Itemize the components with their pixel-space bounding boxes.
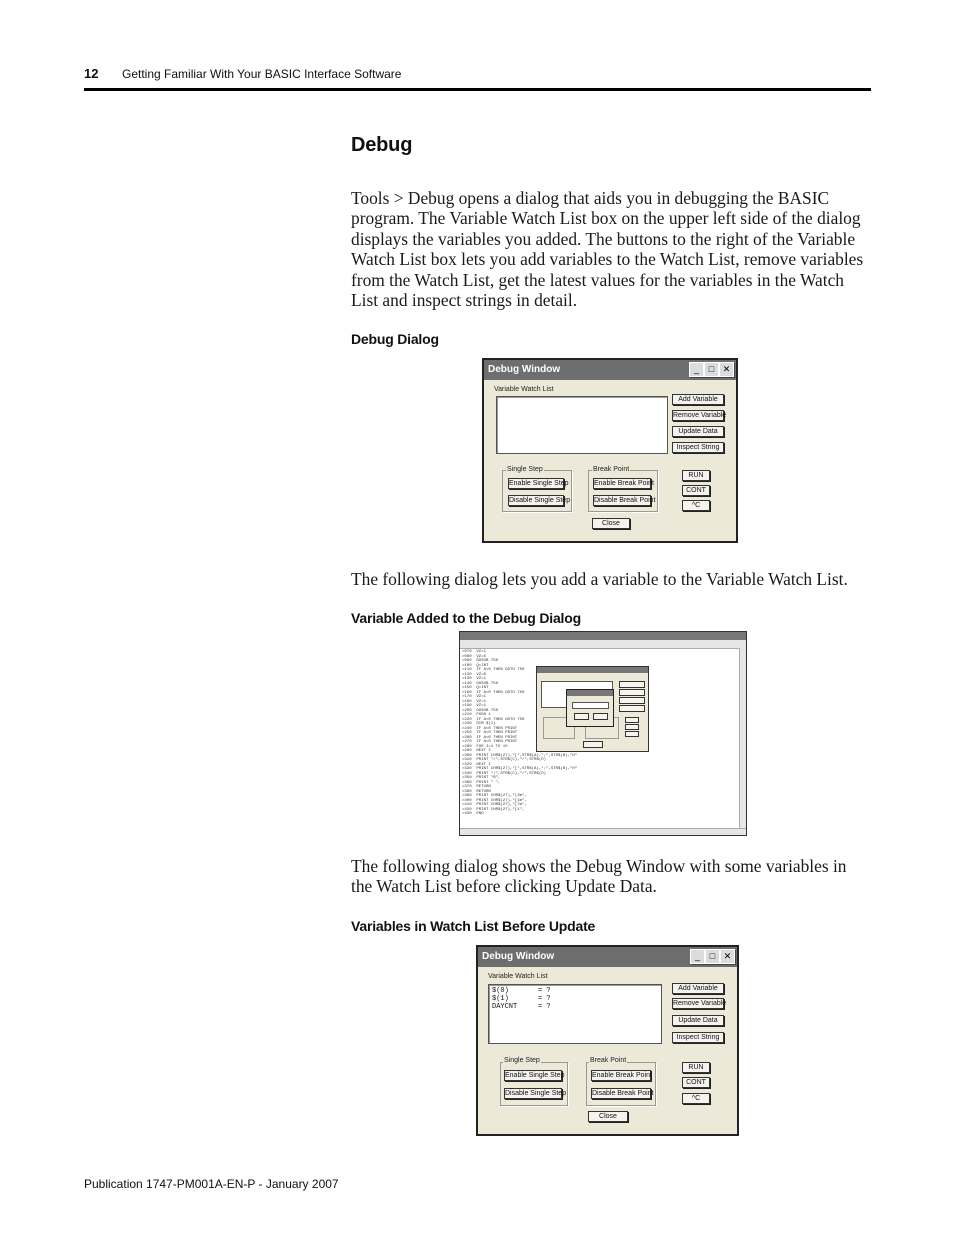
mini-ctrlc-button[interactable]	[625, 731, 639, 737]
watch-item-value: = ?	[538, 1003, 551, 1011]
disable-break-point-button[interactable]: Disable Break Point	[594, 497, 656, 504]
page-number: 12	[84, 66, 99, 81]
watch-list-box[interactable]	[496, 396, 668, 454]
watch-item-name: $(1)	[492, 995, 509, 1003]
watch-list-box[interactable]	[488, 984, 662, 1044]
break-point-group-title: Break Point	[593, 466, 630, 473]
debug-window-figure-3	[476, 945, 739, 1136]
watch-list-label: Variable Watch List	[494, 386, 554, 393]
single-step-group	[500, 1062, 568, 1106]
enable-break-point-button[interactable]: Enable Break Point	[592, 1072, 652, 1079]
close-icon[interactable]: ✕	[719, 362, 734, 377]
code-listing: >070 VZ=1 >080 VZ=5 >090 GOSUB 750 >100 Q=INT >110 IF A<0 THEN GOTO 750 >120 VZ=0 >130 VZ=1 >140 GOSUB 750 >150 Q=INT >160 IF A<0 THEN GOTO 750 >170 VZ=1 >180 VZ=1 >190 VZ=1 >200 GOSUB 750 >210 PUSH 1 >220 IF A<0 THEN GOTO 750 >230 DIM $(1) >240 IF A<0 THEN PRINT >250 IF A<0 THEN PRINT >260 IF A<0 THEN PRINT >270 IF A<0 THEN PRINT >280 FOR I=1 TO 15 >290 NEXT I >300 PRINT CHR$(27),"[",STR$(A),";",STR$(B),"H" >310 PRINT "/",STR$(C),"/",STR$(D) >320 NEXT I >330 PRINT CHR$(27),"[",STR$(A),";",STR$(B),"H" >340 PRINT "/",STR$(C),"/",STR$(D) >350 PRINT "B", >360 PRINT " ", >370 RETURN >380 RETURN >390 PRINT CHR$(27),"[2m", >400 PRINT CHR$(27),"[1m", >410 PRINT CHR$(27),"[7m", >420 PRINT CHR$(27),"[1", >430 END	[462, 650, 578, 816]
add-variable-button[interactable]: Add Variable	[672, 394, 724, 405]
single-step-group-title: Single Step	[507, 466, 543, 473]
window-title: Debug Window	[484, 360, 736, 380]
figure-caption-before-update: Variables in Watch List Before Update	[351, 918, 596, 934]
editor-vertical-scrollbar[interactable]	[739, 648, 746, 829]
publication-footer: Publication 1747-PM001A-EN-P - January 2007	[84, 1177, 339, 1191]
close-icon[interactable]: ✕	[720, 949, 735, 964]
ctrl-c-button[interactable]: ^C	[682, 500, 710, 511]
add-variable-dialog-title	[567, 690, 613, 696]
remove-variable-button[interactable]: Remove Variable	[673, 412, 727, 419]
intro-paragraph: Tools > Debug opens a dialog that aids you in debugging the BASIC program. The Variable Watch List box on the upper left side of the dialog displays the variables you added. The buttons to the right of the Variable Watch List box lets you add variables to the Watch List, remove variables from the Watch List, get the latest values for the variables in the Watch List and inspect strings in detail.	[351, 188, 864, 311]
maximize-icon[interactable]: □	[704, 362, 719, 377]
remove-variable-button[interactable]: Remove Variable	[673, 1000, 727, 1007]
break-point-group-title: Break Point	[590, 1057, 627, 1064]
disable-break-point-button[interactable]: Disable Break Point	[592, 1090, 654, 1097]
watch-item[interactable]	[492, 1003, 551, 1011]
editor-screenshot	[459, 631, 747, 836]
add-variable-button[interactable]: Add Variable	[672, 983, 724, 994]
add-variable-input[interactable]	[572, 702, 609, 709]
paragraph-before-update: The following dialog shows the Debug Window with some variables in the Watch List before clicking Update Data.	[351, 856, 847, 897]
break-point-group	[586, 1062, 656, 1106]
mini-debug-title	[537, 667, 648, 673]
run-button[interactable]: RUN	[682, 1062, 710, 1073]
watch-item-value: = ?	[538, 987, 551, 995]
mini-button-update[interactable]	[619, 697, 645, 704]
running-header-title: Getting Familiar With Your BASIC Interface Software	[122, 67, 402, 81]
window-title: Debug Window	[478, 947, 737, 967]
cont-button[interactable]: CONT	[682, 1077, 710, 1088]
update-data-button[interactable]: Update Data	[672, 426, 724, 437]
ctrl-c-button[interactable]: ^C	[682, 1093, 710, 1104]
update-data-button[interactable]: Update Data	[672, 1015, 724, 1026]
editor-status-bar	[460, 828, 746, 835]
add-variable-cancel-button[interactable]	[593, 713, 608, 720]
add-variable-dialog	[566, 689, 614, 727]
add-variable-ok-button[interactable]	[574, 713, 589, 720]
watch-list-label: Variable Watch List	[488, 973, 548, 980]
watch-item[interactable]	[492, 987, 551, 995]
run-button[interactable]: RUN	[682, 470, 710, 481]
watch-item-value: = ?	[538, 995, 551, 1003]
mini-close-button[interactable]	[583, 741, 603, 748]
mini-button-remove[interactable]	[619, 689, 645, 696]
mini-cont-button[interactable]	[625, 724, 639, 730]
minimize-icon[interactable]: _	[690, 949, 705, 964]
mini-button-inspect[interactable]	[619, 705, 645, 712]
watch-item-name: DAYCNT	[492, 1003, 518, 1011]
watch-item[interactable]	[492, 995, 551, 1003]
editor-title-bar	[460, 632, 746, 640]
watch-item-name: $(0)	[492, 987, 509, 995]
single-step-group-title: Single Step	[504, 1057, 540, 1064]
enable-single-step-button[interactable]: Enable Single Step	[509, 480, 569, 487]
inspect-string-button[interactable]: Inspect String	[672, 1032, 724, 1043]
close-button[interactable]: Close	[592, 518, 630, 529]
header-rule	[84, 88, 871, 91]
disable-single-step-button[interactable]: Disable Single Step	[509, 497, 571, 504]
mini-run-button[interactable]	[625, 717, 639, 723]
figure-caption-debug-dialog: Debug Dialog	[351, 331, 439, 347]
editor-menu-bar	[460, 640, 746, 649]
debug-window-figure-1	[482, 358, 738, 543]
enable-single-step-button[interactable]: Enable Single Step	[505, 1072, 565, 1079]
disable-single-step-button[interactable]: Disable Single Step	[505, 1090, 567, 1097]
enable-break-point-button[interactable]: Enable Break Point	[594, 480, 654, 487]
watch-list-entries	[492, 987, 551, 1011]
paragraph-add-variable: The following dialog lets you add a variable to the Variable Watch List.	[351, 569, 848, 589]
close-button[interactable]: Close	[588, 1111, 628, 1122]
mini-button-add[interactable]	[619, 681, 645, 688]
figure-caption-variable-added: Variable Added to the Debug Dialog	[351, 610, 581, 626]
minimize-icon[interactable]: _	[689, 362, 704, 377]
cont-button[interactable]: CONT	[682, 485, 710, 496]
section-heading: Debug	[351, 134, 413, 156]
inspect-string-button[interactable]: Inspect String	[672, 442, 724, 453]
maximize-icon[interactable]: □	[705, 949, 720, 964]
